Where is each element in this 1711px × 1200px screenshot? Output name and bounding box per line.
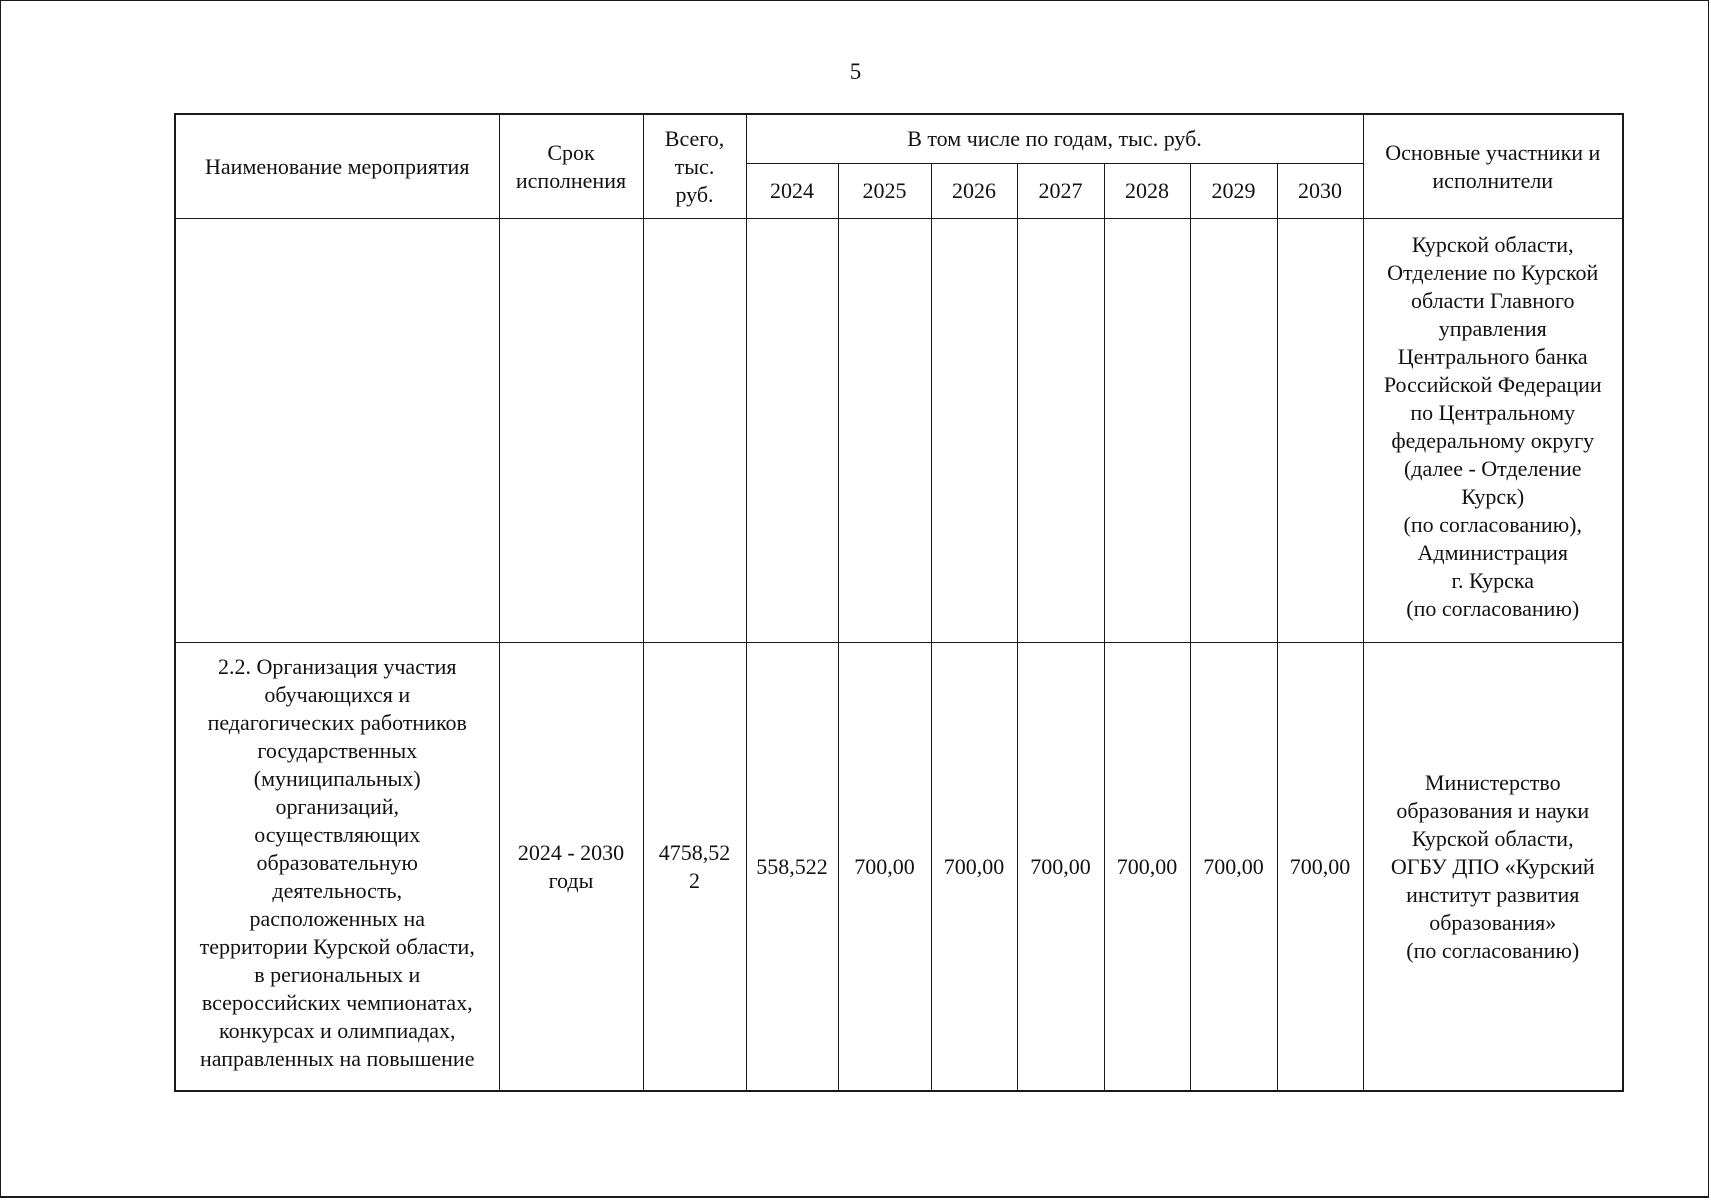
cell-year-value (931, 219, 1017, 643)
header-event-name: Наименование мероприятия (175, 114, 499, 219)
header-participants: Основные участники и исполнители (1363, 114, 1623, 219)
cell-year-value: 700,00 (1190, 643, 1277, 1092)
header-by-years: В том числе по годам, тыс. руб. (746, 114, 1363, 164)
header-year: 2028 (1104, 164, 1190, 219)
header-term: Срок исполнения (499, 114, 643, 219)
cell-year-value: 700,00 (931, 643, 1017, 1092)
header-year: 2025 (838, 164, 931, 219)
header-year: 2029 (1190, 164, 1277, 219)
cell-event-name (175, 219, 499, 643)
cell-term: 2024 - 2030 годы (499, 643, 643, 1092)
cell-year-value: 700,00 (1104, 643, 1190, 1092)
cell-year-value (838, 219, 931, 643)
cell-year-value (1190, 219, 1277, 643)
header-year: 2026 (931, 164, 1017, 219)
cell-year-value: 558,522 (746, 643, 838, 1092)
cell-total (643, 219, 746, 643)
cell-year-value (746, 219, 838, 643)
cell-participants: Курской области, Отделение по Курской области Главного управления Центрального банка Российской Федерации по Центральному федеральному округу (далее - Отделение Курск) (по согласованию), Администрация г. Курска (по согласованию) (1363, 219, 1623, 643)
header-year: 2027 (1017, 164, 1104, 219)
cell-year-value: 700,00 (1277, 643, 1363, 1092)
header-total: Всего, тыс. руб. (643, 114, 746, 219)
cell-event-name: 2.2. Организация участия обучающихся и педагогических работников государственных (муниципальных) организаций, осуществляющих образовательную деятельность, расположенных на территории Курской области, в региональных и всероссийских чемпионатах, конкурсах и олимпиадах, направленных на повышение (175, 643, 499, 1092)
cell-year-value: 700,00 (1017, 643, 1104, 1092)
cell-year-value (1277, 219, 1363, 643)
cell-year-value (1104, 219, 1190, 643)
activities-table (174, 113, 1624, 1092)
cell-year-value: 700,00 (838, 643, 931, 1092)
table-row (175, 219, 1623, 643)
cell-total: 4758,52 2 (643, 643, 746, 1092)
table-row (175, 643, 1623, 1092)
page-number: 5 (849, 59, 862, 84)
cell-year-value (1017, 219, 1104, 643)
header-row (175, 114, 1623, 164)
cell-participants: Министерство образования и науки Курской области, ОГБУ ДПО «Курский институт развития образования» (по согласованию) (1363, 643, 1623, 1092)
header-year: 2030 (1277, 164, 1363, 219)
header-year: 2024 (746, 164, 838, 219)
cell-term (499, 219, 643, 643)
